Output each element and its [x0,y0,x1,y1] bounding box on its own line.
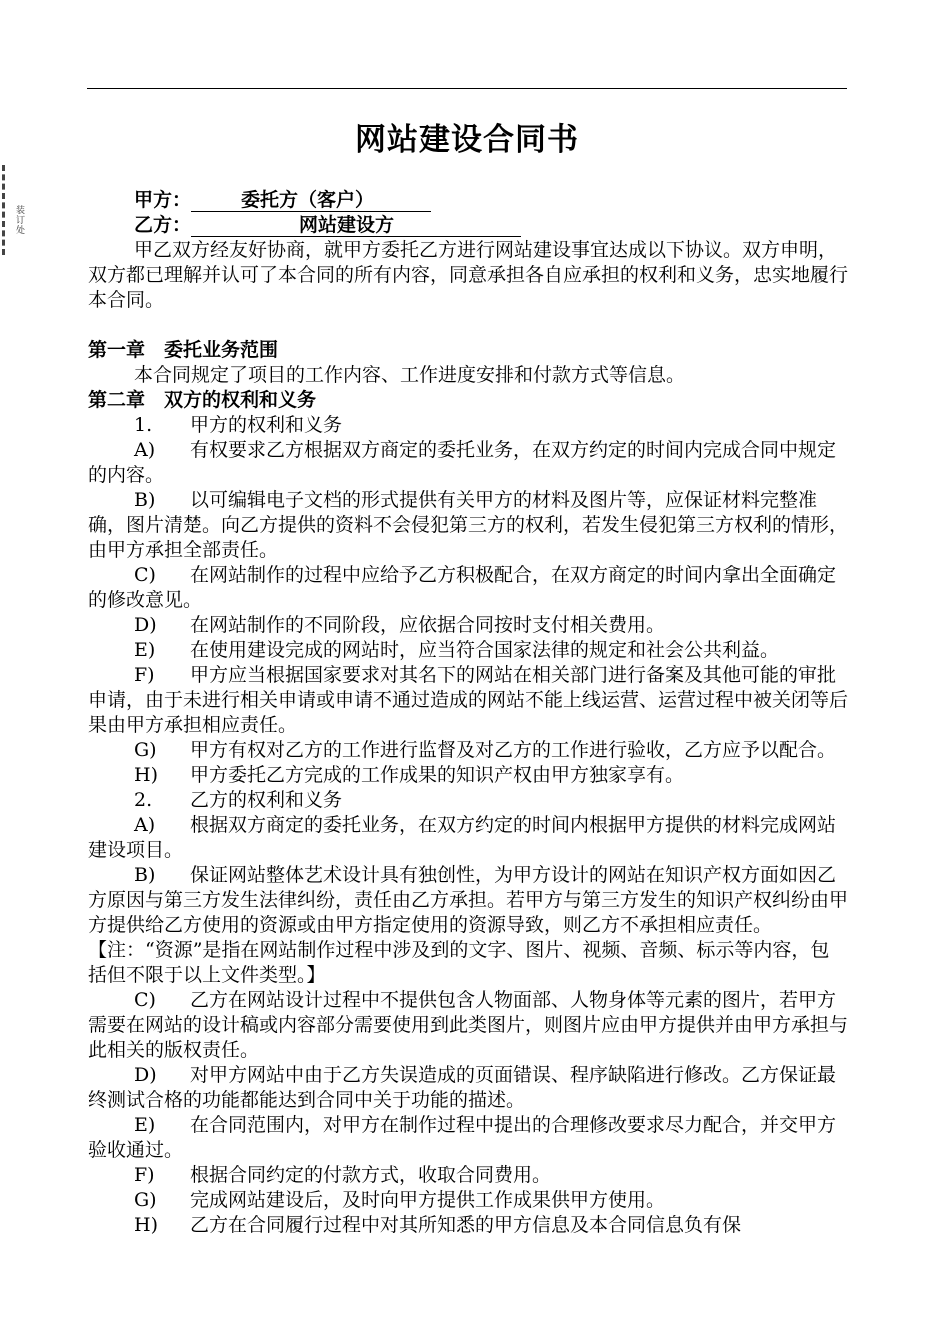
list-item: C) 乙方在网站设计过程中不提供包含人物面部、人物身体等元素的图片，若甲方需要在网站的设计稿或内容部分需要使用到此类图片，则图片应由甲方提供并由甲方承担与此相关的版权责任。 [88,989,849,1061]
list-item: C) 在网站制作的过程中应给予乙方积极配合，在双方商定的时间内拿出全面确定的修改意见。 [88,564,837,611]
binding-margin-dashes [2,165,9,255]
list-item: F) 根据合同约定的付款方式，收取合同费用。 [134,1164,552,1186]
header-rule [87,88,847,89]
list-item: A) 根据双方商定的委托业务，在双方约定的时间内根据甲方提供的材料完成网站建设项目。 [88,814,837,861]
chapter1-heading: 第一章 委托业务范围 [88,339,279,361]
section2-number: 2. [134,789,153,811]
chapter1-text: 本合同规定了项目的工作内容、工作进度安排和付款方式等信息。 [134,364,686,386]
intro-paragraph: 甲乙双方经友好协商，就甲方委托乙方进行网站建设事宜达成以下协议。双方申明，双方都已理解并认可了本合同的所有内容，同意承担各自应承担的权利和义务，忠实地履行本合同。 [88,239,849,311]
section2-heading [88,788,848,813]
list-item: H) 甲方委托乙方完成的工作成果的知识产权由甲方独家享有。 [134,764,685,786]
list-item: B) 保证网站整体艺术设计具有独创性，为甲方设计的网站在知识产权方面如因乙方原因与第三方发生法律纠纷，责任由乙方承担。若甲方与第三方发生的知识产权纠纷由甲方提供给乙方使用的资源或由甲方指定使用的资源导致，则乙方不承担相应责任。【注：“资源”是指在网站制作过程中涉及到的文字、图片、视频、音频、标示等内容，包括但不限于以上文件类型。】 [88,864,849,986]
contract-title: 网站建设合同书 [355,122,579,158]
party-b-value: 网站建设方 [299,214,395,236]
list-item: G) 甲方有权对乙方的工作进行监督及对乙方的工作进行验收，乙方应予以配合。 [134,739,837,761]
list-item: D) 对甲方网站中由于乙方失误造成的页面错误、程序缺陷进行修改。乙方保证最终测试合格的功能都能达到合同中关于功能的描述。 [88,1064,837,1111]
party-b-line [88,213,848,238]
list-item: F) 甲方应当根据国家要求对其名下的网站在相关部门进行备案及其他可能的审批申请，由于未进行相关申请或申请不通过造成的网站不能上线运营、运营过程中被关闭等后果由甲方承担相应责任。 [88,664,849,736]
binding-label: 装订处 [14,205,24,235]
section1-number: 1. [134,414,153,436]
party-a-label: 甲方： [134,189,192,211]
party-b-label: 乙方： [134,214,192,236]
list-item: G) 完成网站建设后，及时向甲方提供工作成果供甲方使用。 [134,1189,666,1211]
list-item: H) 乙方在合同履行过程中对其所知悉的甲方信息及本合同信息负有保 [134,1214,742,1236]
list-item: A) 有权要求乙方根据双方商定的委托业务，在双方约定的时间内完成合同中规定的内容。 [88,439,837,486]
section1-heading [88,413,848,438]
list-item: E) 在使用建设完成的网站时，应当符合国家法律的规定和社会公共利益。 [134,639,780,661]
chapter2-heading: 第二章 双方的权利和义务 [88,389,317,411]
contract-body [88,188,848,1238]
list-item: D) 在网站制作的不同阶段，应依据合同按时支付相关费用。 [134,614,666,636]
list-item: B) 以可编辑电子文档的形式提供有关甲方的材料及图片等，应保证材料完整准确，图片清楚。向乙方提供的资料不会侵犯第三方的权利，若发生侵犯第三方权利的情形，由甲方承担全部责任。 [88,489,849,561]
list-item: E) 在合同范围内，对甲方在制作过程中提出的合理修改要求尽力配合，并交甲方验收通过。 [88,1114,837,1161]
section2-title: 乙方的权利和义务 [190,789,343,811]
party-a-value: 委托方（客户） [241,189,375,211]
section1-title: 甲方的权利和义务 [190,414,343,436]
party-a-line [88,188,848,213]
